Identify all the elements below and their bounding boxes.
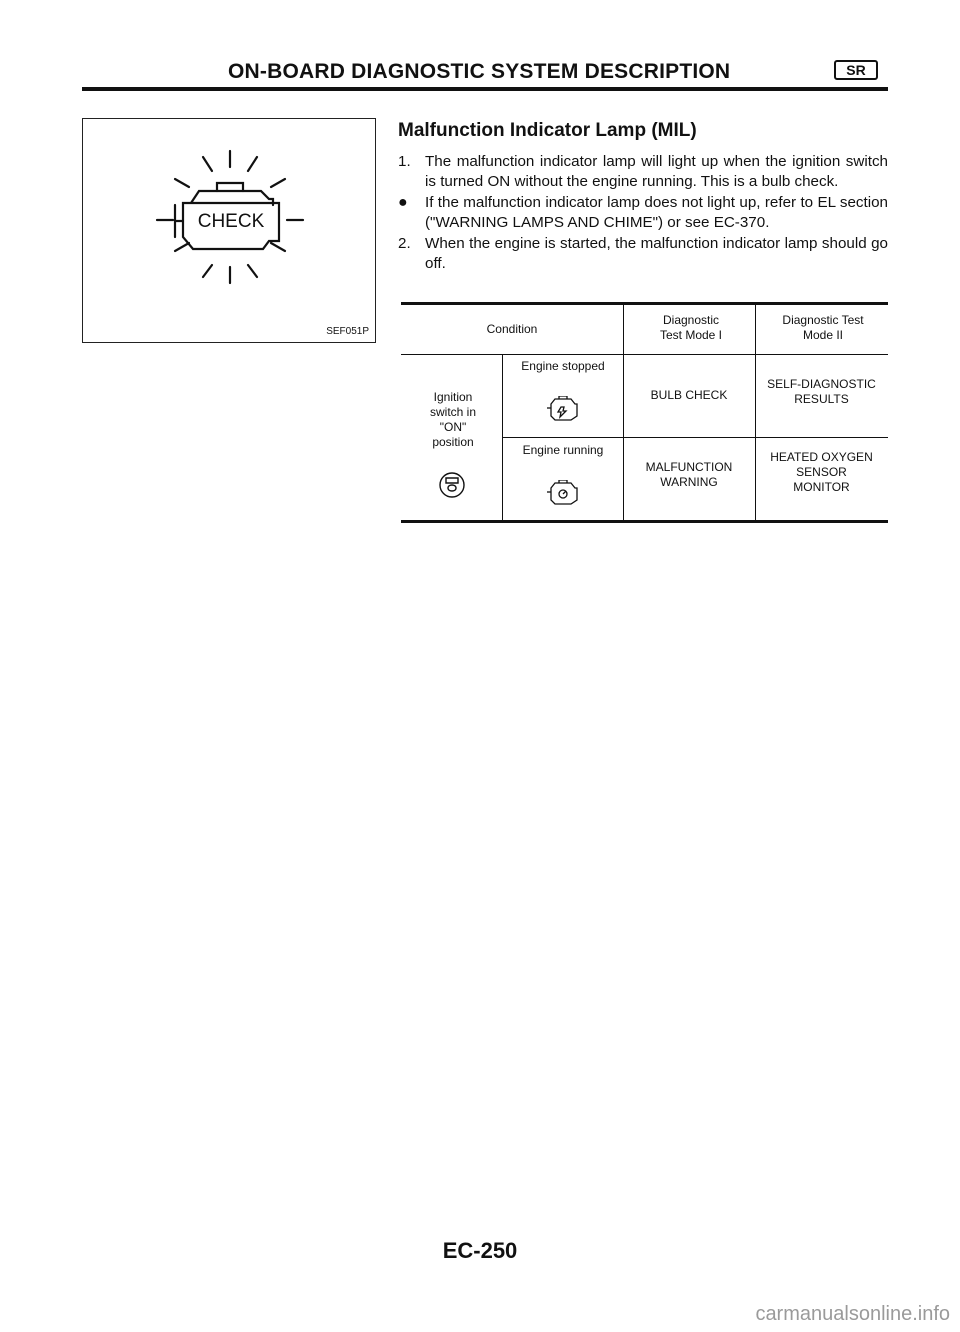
figure-code: SEF051P [326,326,369,337]
item-marker: 1. [398,153,411,170]
item-text: When the engine is started, the malfunction indicator lamp should go off. [425,234,888,273]
ignition-key-on-icon [437,470,467,500]
item-text: If the malfunction indicator lamp does not light up, refer to EL section ("WARNING LAMPS AND CHIME") or see EC-370. [425,193,888,232]
header-condition: Condition [486,322,538,336]
header-rule [82,87,888,91]
item-marker: 2. [398,234,411,252]
engine-state-label: Engine stopped [521,359,605,373]
watermark: carmanualsonline.info [755,1303,950,1325]
lamp-label: CHECK [197,211,265,232]
item-text: The malfunction indicator lamp will light up when the ignition switch is turned ON without the engine running. This is a bulb check. [425,153,888,191]
diagnostic-mode-table [401,302,888,522]
check-engine-lamp-icon [83,119,377,344]
table-bottom-rule [401,520,888,523]
mode-1-value: MALFUNCTION WARNING [645,460,733,489]
ignition-condition-label: Ignition switch in "ON" position [429,390,476,449]
mode-1-value: BULB CHECK [650,388,728,402]
list-item [398,152,888,193]
engine-stopped-icon [545,396,581,422]
mode-2-value: HEATED OXYGEN SENSOR MONITOR [770,450,873,494]
list-item [398,234,888,275]
mode-2-value: SELF-DIAGNOSTIC RESULTS [767,377,876,406]
table-col-divider [502,354,503,520]
engine-running-icon [545,480,581,506]
engine-state-label: Engine running [522,443,604,457]
list-item [398,193,888,234]
table-col-divider [623,302,624,520]
table-row-divider [502,437,888,438]
table-top-rule [401,302,888,305]
header-test-mode-2: Diagnostic Test Mode II [782,313,864,342]
page-number: EC-250 [442,1238,518,1263]
section-badge: SR [834,60,878,80]
table-header-rule [401,354,888,355]
table-col-divider [755,302,756,520]
header-test-mode-1: Diagnostic Test Mode I [659,313,723,342]
section-title: Malfunction Indicator Lamp (MIL) [398,120,697,141]
body-text [398,152,888,274]
check-lamp-figure [82,118,376,343]
header-title: ON-BOARD DIAGNOSTIC SYSTEM DESCRIPTION [228,60,731,83]
item-marker: ● [398,193,408,211]
